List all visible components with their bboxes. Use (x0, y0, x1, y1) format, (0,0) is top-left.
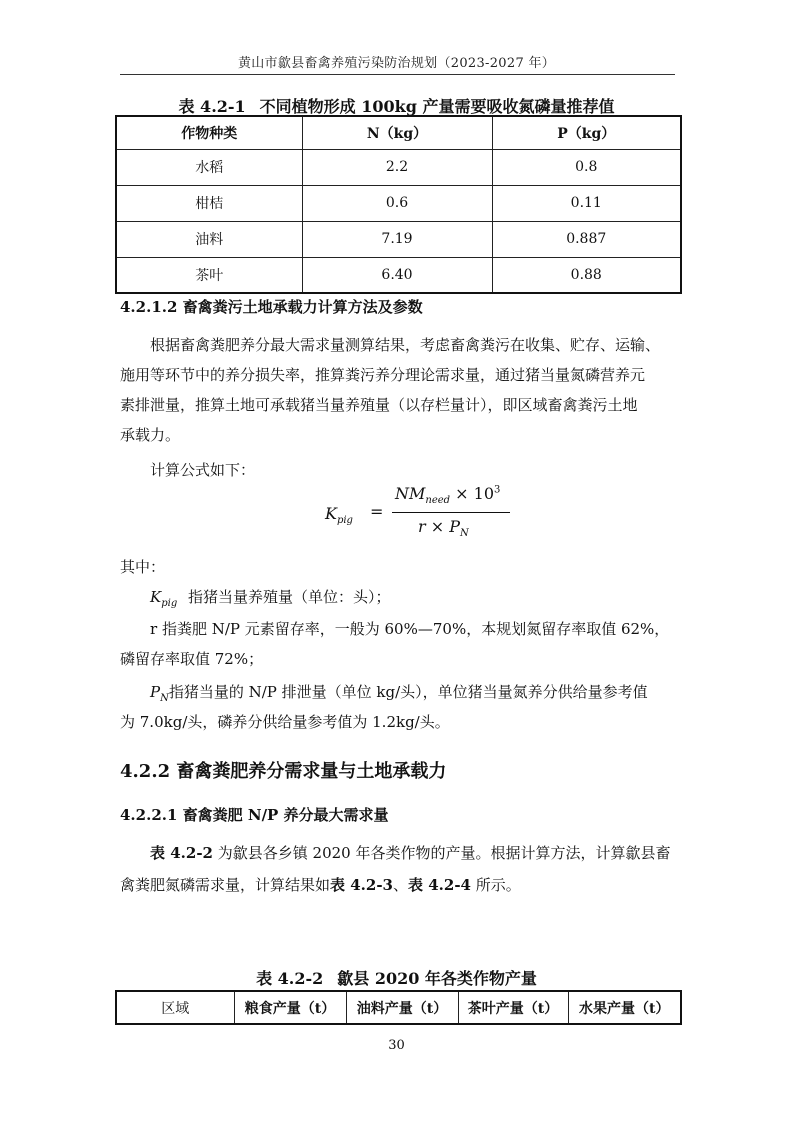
formula-numerator: $NM_{need} \times 10^3$ (395, 484, 501, 507)
table-reference[interactable]: 表 4.2-3 (330, 876, 393, 894)
paragraph-line: 根据畜禽粪肥养分最大需求量测算结果，考虑畜禽粪污在收集、贮存、运输、 (150, 336, 661, 354)
crop-nutrient-table (115, 115, 682, 294)
table-row (116, 185, 681, 221)
page-number: 30 (388, 1038, 405, 1053)
formula-denominator: $r \times P_N$ (418, 517, 469, 540)
table-row (116, 257, 681, 293)
paragraph-line: 表 4.2-2 为歙县各乡镇 2020 年各类作物的产量。根据计算方法，计算歙县畜 (150, 844, 671, 862)
table-cell: 茶叶 (116, 257, 302, 293)
table-cell: 0.6 (302, 185, 492, 221)
table-cell: 油料 (116, 221, 302, 257)
subsection-heading: 4.2.2.1 畜禽粪肥 N/P 养分最大需求量 (120, 806, 389, 824)
table-reference[interactable]: 表 4.2-4 (408, 876, 471, 894)
table-cell: 0.88 (492, 257, 681, 293)
header-cell: 水果产量（t） (568, 991, 681, 1024)
paragraph-line: 素排泄量，推算土地可承载猪当量养殖量（以存栏量计），即区域畜禽粪污土地 (120, 396, 638, 414)
table-number: 表 4.2-1 (178, 97, 246, 116)
header-cell: 茶叶产量（t） (458, 991, 568, 1024)
running-header: 黄山市歙县畜禽养殖污染防治规划（2023-2027 年） (237, 56, 556, 71)
table-cell: 7.19 (302, 221, 492, 257)
table-caption (0, 966, 793, 989)
crop-yield-table (115, 990, 682, 1025)
header-cell: 油料产量（t） (346, 991, 458, 1024)
kpig-definition: $K_{pig}$ 指猪当量养殖量（单位：头）； (150, 588, 391, 609)
table-title: 歙县 2020 年各类作物产量 (337, 969, 537, 988)
section-heading: 4.2.1.2 畜禽粪污土地承载力计算方法及参数 (120, 298, 423, 316)
section-heading: 4.2.2 畜禽粪肥养分需求量与土地承载力 (120, 761, 447, 782)
paragraph-line: 施用等环节中的养分损失率，推算粪污养分理论需求量，通过猪当量氮磷营养元 (120, 366, 646, 384)
table-number: 表 4.2-2 (256, 969, 324, 988)
paragraph-line: 禽粪肥氮磷需求量，计算结果如表 4.2-3、表 4.2-4 所示。 (120, 876, 521, 894)
pn-symbol: $P_N$ (150, 683, 169, 704)
header-cell: 作物种类 (116, 116, 302, 149)
table-cell: 2.2 (302, 149, 492, 185)
table-cell: 0.8 (492, 149, 681, 185)
header-divider (120, 74, 675, 75)
r-definition-line: r 指粪肥 N/P 元素留存率，一般为 60%—70%，本规划氮留存率取值 62%， (150, 620, 670, 638)
equals-sign: = (370, 502, 384, 521)
paragraph-line: 承载力。 (120, 426, 181, 444)
where-label: 其中： (120, 558, 166, 576)
formula-lhs: $K_{pig}$ (325, 504, 353, 527)
header-cell: N（kg） (302, 116, 492, 149)
table-title: 不同植物形成 100kg 产量需要吸收氮磷量推荐值 (259, 97, 615, 116)
header-cell: P（kg） (492, 116, 681, 149)
table-header-row (116, 116, 681, 149)
table-row (116, 149, 681, 185)
r-definition-line: 磷留存率取值 72%； (120, 650, 264, 668)
header-cell: 区域 (116, 991, 234, 1024)
table-reference[interactable]: 表 4.2-2 (150, 844, 213, 862)
header-cell: 粮食产量（t） (234, 991, 346, 1024)
table-cell: 0.11 (492, 185, 681, 221)
pn-definition-line: 为 7.0kg/头，磷养分供给量参考值为 1.2kg/头。 (120, 713, 450, 731)
formula-intro: 计算公式如下： (150, 461, 256, 479)
table-cell: 0.887 (492, 221, 681, 257)
table-cell: 6.40 (302, 257, 492, 293)
table-row (116, 221, 681, 257)
table-header-row (116, 991, 681, 1024)
pn-definition: $P_N$指猪当量的 N/P 排泄量（单位 kg/头），单位猪当量氮养分供给量参考值 (150, 683, 648, 704)
kpig-formula (300, 484, 500, 546)
fraction-bar (392, 512, 510, 513)
table-cell: 水稻 (116, 149, 302, 185)
table-cell: 柑桔 (116, 185, 302, 221)
kpig-symbol: $K_{pig}$ (150, 588, 178, 609)
table-caption (0, 94, 793, 117)
